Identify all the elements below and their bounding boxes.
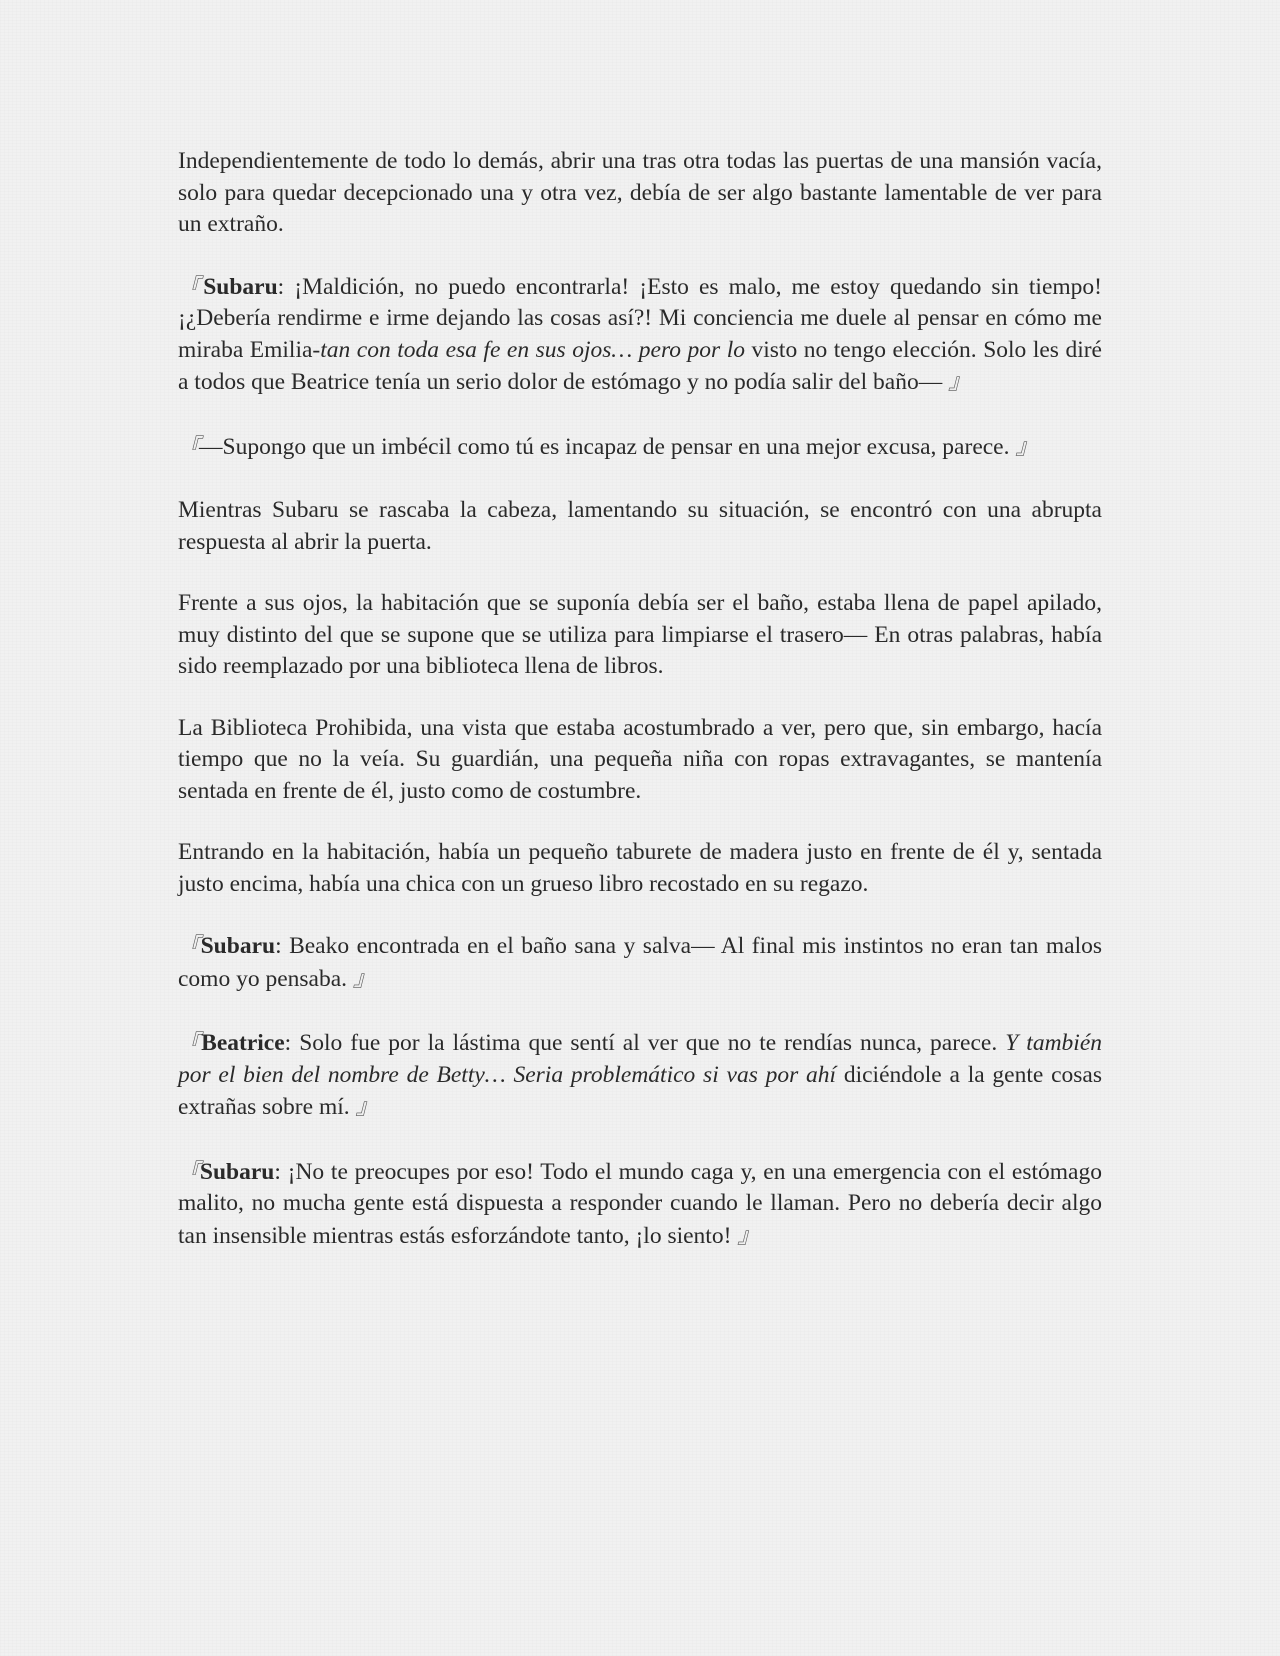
dialogue-text: diciéndole a la gente cosas extrañas sobre mí.	[178, 1061, 1102, 1120]
speaker-name: Subaru	[199, 1158, 275, 1185]
paragraph-narration-5: Entrando en la habitación, había un pequeño taburete de madera justo en frente de él y, sentada justo encima, había una chica con un grueso libro recostado en su regazo.	[178, 839, 1102, 897]
close-quote-mark: 』	[355, 1094, 377, 1119]
speaker-name: Subaru	[200, 933, 276, 959]
paragraph-narration-2: Mientras Subaru se rascaba la cabeza, lamentando su situación, se encontró con una abrupta respuesta al abrir la puerta.	[178, 497, 1102, 555]
open-quote-mark: 『	[178, 1158, 200, 1184]
dialogue-text: —Supongo que un imbécil como tú es incapaz de pensar en una mejor excusa, parece.	[199, 433, 1010, 460]
dialogue-text: : Solo fue por la lástima que sentí al ver que no te rendías nunca, parece.	[284, 1030, 1006, 1056]
open-quote-mark: 『	[178, 1030, 202, 1055]
dialogue-subaru-2	[178, 930, 1102, 995]
close-quote-mark: 』	[352, 965, 374, 991]
close-quote-mark: 』	[737, 1222, 759, 1248]
close-quote-mark: 』	[948, 369, 970, 394]
open-quote-mark: 『	[178, 433, 200, 459]
dialogue-text: visto no tengo elección. Solo les diré a todos que Beatrice tenía un serio dolor de estómago y no podía salir del baño—	[178, 336, 1102, 395]
dialogue-italic-text: Y también por el bien del nombre de Betty… Seria problemático si vas por ahí	[178, 1030, 1103, 1088]
open-quote-mark: 『	[178, 933, 201, 958]
dialogue-text: : ¡Maldición, no puedo encontrarla! ¡Esto es malo, me estoy quedando sin tiempo! ¡¿Debería rendirme e irme dejando las cosas así?! Mi conciencia me duele al pensar en cómo me miraba Emilia-	[178, 273, 1102, 363]
dialogue-text: : ¡No te preocupes por eso! Todo el mundo caga y, en una emergencia con el estómago malito, no mucha gente está dispuesta a responder cuando le llaman. Pero no debería decir algo tan insensible mientras estás esforzándote tanto, ¡lo siento!	[178, 1158, 1102, 1249]
close-quote-mark: 』	[1015, 433, 1037, 459]
speaker-name: Subaru	[203, 273, 278, 300]
dialogue-italic-text: tan con toda esa fe en sus ojos… pero por lo	[320, 336, 745, 363]
open-quote-mark: 『	[178, 273, 204, 299]
dialogue-subaru-3	[178, 1156, 1102, 1253]
speaker-name: Beatrice	[201, 1030, 285, 1056]
paragraph-narration-4: La Biblioteca Prohibida, una vista que estaba acostumbrado a ver, pero que, sin embargo, hacía tiempo que no la veía. Su guardián, una pequeña niña con ropas extravagantes, se mantenía sentada en frente de él, justo como de costumbre.	[178, 714, 1102, 804]
dialogue-text: : Beako encontrada en el baño sana y salva— Al final mis instintos no eran tan malos como yo pensaba.	[178, 933, 1102, 992]
dialogue-subaru-1	[178, 271, 1102, 399]
paragraph-narration-1: Independientemente de todo lo demás, abrir una tras otra todas las puertas de una mansión vacía, solo para quedar decepcionado una y otra vez, debía de ser algo bastante lamentable de ver para un extraño.	[178, 148, 1102, 237]
dialogue-unnamed	[178, 431, 1102, 464]
dialogue-beatrice	[178, 1027, 1102, 1124]
paragraph-narration-3: Frente a sus ojos, la habitación que se suponía debía ser el baño, estaba llena de papel apilado, muy distinto del que se supone que se utiliza para limpiarse el trasero— En otras palabras, había sido reemplazado por una biblioteca llena de libros.	[178, 590, 1102, 679]
